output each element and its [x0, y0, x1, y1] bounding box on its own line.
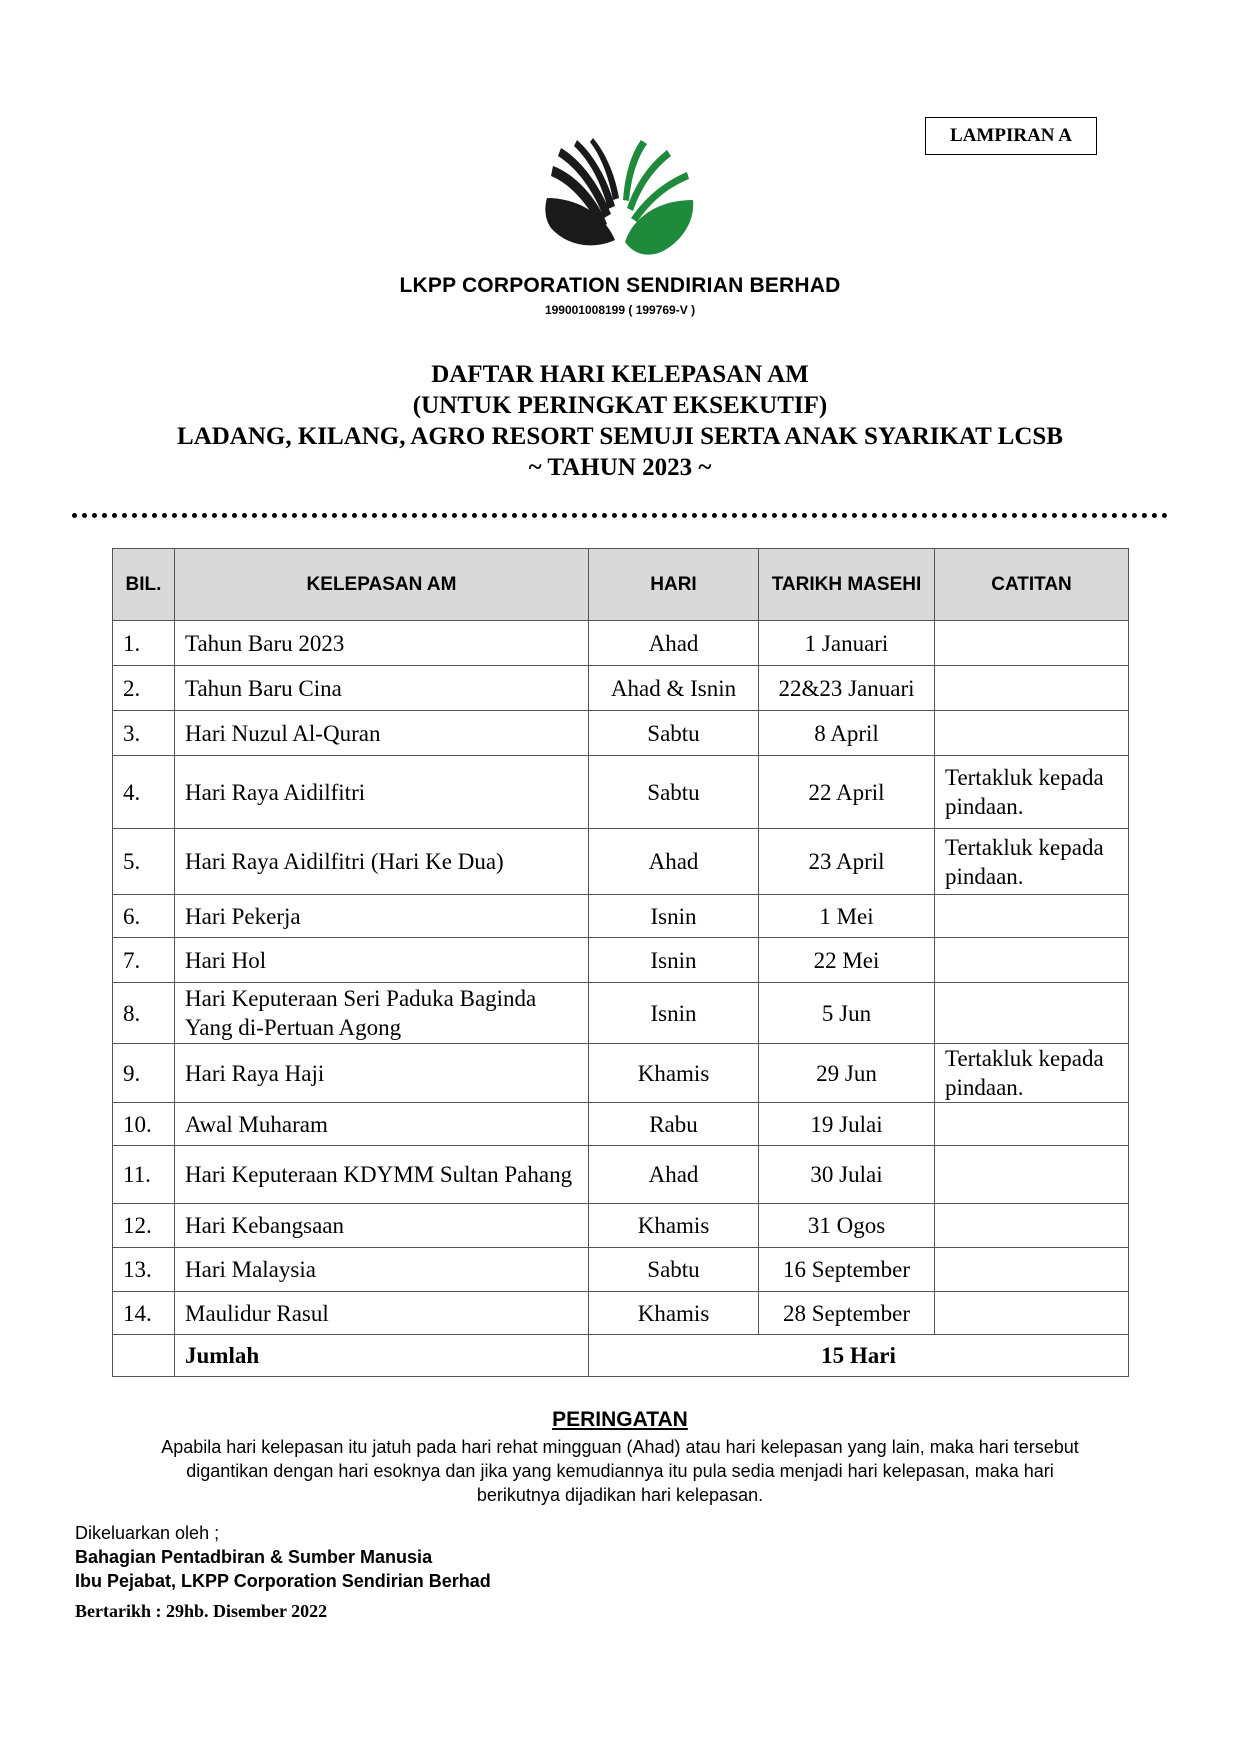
cell-hari: Khamis — [589, 1044, 759, 1103]
cell-tarikh: 1 Januari — [759, 621, 935, 666]
dotted-divider — [72, 513, 1168, 518]
cell-kelepasan: Hari Raya Haji — [175, 1044, 589, 1103]
table-row — [113, 983, 1129, 1044]
cell-tarikh: 1 Mei — [759, 895, 935, 938]
cell-hari: Sabtu — [589, 756, 759, 829]
cell-catitan — [935, 1103, 1129, 1146]
cell-tarikh: 31 Ogos — [759, 1204, 935, 1248]
cell-tarikh: 30 Julai — [759, 1146, 935, 1204]
company-registration: 199001008199 ( 199769-V ) — [544, 303, 696, 317]
cell-hari: Isnin — [589, 983, 759, 1044]
cell-kelepasan: Hari Pekerja — [175, 895, 589, 938]
warning-title-wrap — [0, 1408, 1240, 1432]
cell-blank — [113, 1335, 175, 1377]
issue-date: Bertarikh : 29hb. Disember 2022 — [75, 1601, 328, 1621]
cell-kelepasan: Hari Kebangsaan — [175, 1204, 589, 1248]
cell-kelepasan: Hari Keputeraan Seri Paduka Baginda Yang di-Pertuan Agong — [175, 983, 589, 1044]
cell-tarikh: 22&23 Januari — [759, 666, 935, 711]
cell-hari: Khamis — [589, 1204, 759, 1248]
cell-kelepasan: Awal Muharam — [175, 1103, 589, 1146]
cell-hari: Sabtu — [589, 1248, 759, 1292]
total-value: 15 Hari — [589, 1335, 1129, 1377]
cell-hari: Rabu — [589, 1103, 759, 1146]
table-header-row — [113, 549, 1129, 621]
cell-kelepasan: Hari Raya Aidilfitri — [175, 756, 589, 829]
cell-catitan — [935, 1204, 1129, 1248]
table-row — [113, 938, 1129, 983]
cell-bil: 7. — [113, 938, 175, 983]
cell-bil: 6. — [113, 895, 175, 938]
warning-line: Apabila hari kelepasan itu jatuh pada hari rehat mingguan (Ahad) atau hari kelepasan yang lain, maka hari tersebut — [161, 1437, 1079, 1457]
company-name: LKPP CORPORATION SENDIRIAN BERHAD — [399, 274, 841, 297]
title-line: DAFTAR HARI KELEPASAN AM — [431, 361, 809, 388]
issuer-office: Ibu Pejabat, LKPP Corporation Sendirian Berhad — [75, 1571, 491, 1591]
cell-catitan: Tertakluk kepada pindaan. — [935, 1044, 1129, 1103]
issuer-block — [75, 1521, 491, 1623]
cell-bil: 14. — [113, 1292, 175, 1335]
cell-catitan — [935, 1248, 1129, 1292]
cell-kelepasan: Tahun Baru 2023 — [175, 621, 589, 666]
total-row — [113, 1335, 1129, 1377]
cell-hari: Ahad — [589, 621, 759, 666]
cell-tarikh: 16 September — [759, 1248, 935, 1292]
table-row — [113, 621, 1129, 666]
cell-catitan — [935, 1292, 1129, 1335]
header-catitan: CATITAN — [935, 549, 1129, 621]
cell-catitan — [935, 895, 1129, 938]
warning-text — [80, 1435, 1160, 1507]
cell-tarikh: 28 September — [759, 1292, 935, 1335]
cell-kelepasan: Maulidur Rasul — [175, 1292, 589, 1335]
cell-hari: Isnin — [589, 938, 759, 983]
cell-tarikh: 29 Jun — [759, 1044, 935, 1103]
cell-bil: 11. — [113, 1146, 175, 1204]
cell-bil: 9. — [113, 1044, 175, 1103]
cell-bil: 3. — [113, 711, 175, 756]
table-row — [113, 1044, 1129, 1103]
cell-bil: 12. — [113, 1204, 175, 1248]
cell-catitan — [935, 621, 1129, 666]
document-titles — [0, 359, 1240, 483]
cell-tarikh: 23 April — [759, 829, 935, 895]
cell-tarikh: 5 Jun — [759, 983, 935, 1044]
cell-kelepasan: Hari Hol — [175, 938, 589, 983]
table-row — [113, 1292, 1129, 1335]
cell-catitan — [935, 1146, 1129, 1204]
cell-tarikh: 19 Julai — [759, 1103, 935, 1146]
cell-catitan — [935, 983, 1129, 1044]
cell-hari: Khamis — [589, 1292, 759, 1335]
cell-tarikh: 22 Mei — [759, 938, 935, 983]
cell-kelepasan: Hari Malaysia — [175, 1248, 589, 1292]
cell-tarikh: 8 April — [759, 711, 935, 756]
cell-bil: 2. — [113, 666, 175, 711]
warning-line: digantikan dengan hari esoknya dan jika yang kemudiannya itu pula sedia menjadi hari kelepasan, maka hari — [186, 1461, 1054, 1481]
cell-kelepasan: Tahun Baru Cina — [175, 666, 589, 711]
table-row — [113, 895, 1129, 938]
issued-by: Dikeluarkan oleh ; — [75, 1523, 220, 1543]
warning-line: berikutnya dijadikan hari kelepasan. — [476, 1485, 764, 1505]
cell-bil: 10. — [113, 1103, 175, 1146]
cell-bil: 4. — [113, 756, 175, 829]
total-label: Jumlah — [175, 1335, 589, 1377]
title-line: ~ TAHUN 2023 ~ — [528, 454, 712, 481]
cell-hari: Ahad — [589, 829, 759, 895]
header-kelepasan: KELEPASAN AM — [175, 549, 589, 621]
cell-catitan — [935, 666, 1129, 711]
cell-bil: 8. — [113, 983, 175, 1044]
cell-hari: Sabtu — [589, 711, 759, 756]
cell-catitan — [935, 938, 1129, 983]
cell-catitan: Tertakluk kepada pindaan. — [935, 756, 1129, 829]
header-bil: BIL. — [113, 549, 175, 621]
cell-bil: 5. — [113, 829, 175, 895]
holiday-table — [112, 548, 1129, 1377]
cell-kelepasan: Hari Raya Aidilfitri (Hari Ke Dua) — [175, 829, 589, 895]
cell-hari: Ahad — [589, 1146, 759, 1204]
table-row — [113, 1204, 1129, 1248]
title-line: LADANG, KILANG, AGRO RESORT SEMUJI SERTA ANAK SYARIKAT LCSB — [177, 423, 1063, 450]
title-line: (UNTUK PERINGKAT EKSEKUTIF) — [412, 392, 828, 419]
header-hari: HARI — [589, 549, 759, 621]
table-row — [113, 711, 1129, 756]
company-logo — [545, 138, 695, 270]
header-tarikh: TARIKH MASEHI — [759, 549, 935, 621]
cell-hari: Isnin — [589, 895, 759, 938]
lampiran-label: LAMPIRAN A — [925, 117, 1097, 155]
table-row — [113, 756, 1129, 829]
table-row — [113, 1103, 1129, 1146]
table-row — [113, 1248, 1129, 1292]
table-row — [113, 829, 1129, 895]
warning-title: PERINGATAN — [552, 1408, 688, 1431]
cell-tarikh: 22 April — [759, 756, 935, 829]
cell-hari: Ahad & Isnin — [589, 666, 759, 711]
cell-bil: 13. — [113, 1248, 175, 1292]
issuer-department: Bahagian Pentadbiran & Sumber Manusia — [75, 1547, 433, 1567]
cell-kelepasan: Hari Keputeraan KDYMM Sultan Pahang — [175, 1146, 589, 1204]
table-row — [113, 1146, 1129, 1204]
table-row — [113, 666, 1129, 711]
cell-bil: 1. — [113, 621, 175, 666]
cell-catitan — [935, 711, 1129, 756]
cell-catitan: Tertakluk kepada pindaan. — [935, 829, 1129, 895]
cell-kelepasan: Hari Nuzul Al-Quran — [175, 711, 589, 756]
